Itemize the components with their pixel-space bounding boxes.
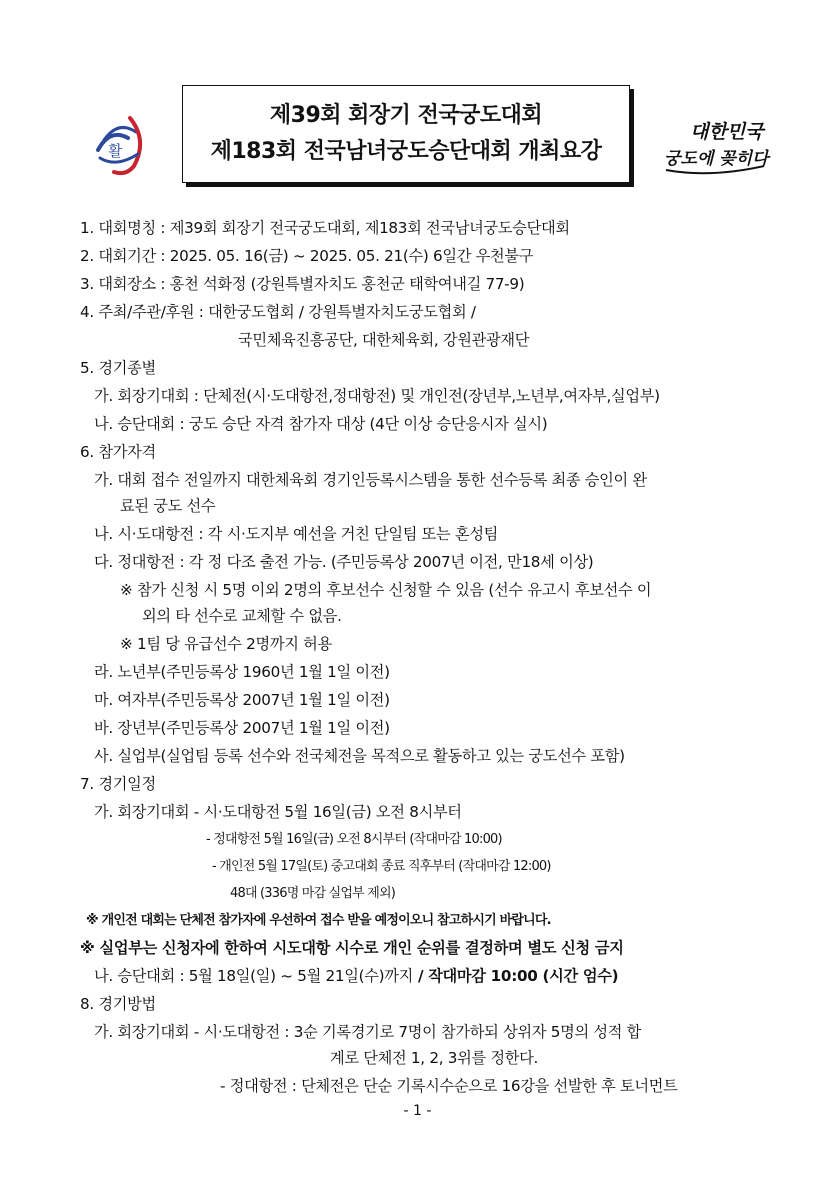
event-type-a: 가. 회장기대회 : 단체전(시·도대항전,정대항전) 및 개인전(장년부,노년부,여자부,실업부) <box>94 387 660 405</box>
method-a-cont: 계로 단체전 1, 2, 3위를 정한다. <box>330 1049 539 1067</box>
eligibility-b: 나. 시·도대항전 : 각 시·도지부 예선을 거친 단일팀 또는 혼성팀 <box>94 525 499 543</box>
title-line-2: 제183회 전국남녀궁도승단대회 개최요강 <box>210 139 602 164</box>
schedule-a: 가. 회장기대회 - 시·도대항전 5월 16일(금) 오전 8시부터 <box>94 803 462 821</box>
eligibility-c-note2: ※ 1팀 당 유급선수 2명까지 허용 <box>120 635 332 653</box>
eligibility-g: 사. 실업부(실업팀 등록 선수와 전국체전을 목적으로 활동하고 있는 궁도선수 포함) <box>94 747 625 765</box>
svg-text:활: 활 <box>108 142 123 160</box>
notice-business: ※ 실업부는 신청자에 한하여 시도대항 시수로 개인 순위를 결정하며 별도 신청 금지 <box>80 939 624 957</box>
association-logo <box>90 110 160 180</box>
item-organizers-cont: 국민체육진흥공단, 대한체육회, 강원관광재단 <box>238 331 530 349</box>
item-event-venue: 3. 대회장소 : 홍천 석화정 (강원특별자치도 홍천군 태학여내길 77-9) <box>80 275 525 293</box>
page-number: - 1 - <box>403 1103 432 1119</box>
eligibility-f: 바. 장년부(주민등록상 2007년 1월 1일 이전) <box>94 719 390 737</box>
schedule-b <box>94 966 618 986</box>
schedule-b-deadline: / 작대마감 10:00 (시간 엄수) <box>412 967 619 985</box>
item-organizers: 4. 주최/주관/후원 : 대한궁도협회 / 강원특별자치도궁도협회 / <box>80 303 476 321</box>
eligibility-c-note1-cont: 외의 타 선수로 교체할 수 없음. <box>142 607 342 625</box>
section-method: 8. 경기방법 <box>80 995 156 1013</box>
schedule-a-team: - 정대항전 5월 16일(금) 오전 8시부터 (작대마감 10:00) <box>206 832 502 847</box>
title-line-1: 제39회 회장기 전국궁도대회 <box>269 103 543 128</box>
method-a-team: - 정대항전 : 단체전은 단순 기록시수순으로 16강을 선발한 후 토너먼트 <box>220 1077 678 1095</box>
title-box <box>182 85 630 183</box>
schedule-b-dates: 나. 승단대회 : 5월 18일(일) ~ 5월 21일(수)까지 <box>94 967 413 985</box>
schedule-a-quota: 48대 (336명 마감 실업부 제외) <box>230 886 396 901</box>
svg-text:궁도에 꽂히다: 궁도에 꽂히다 <box>664 149 769 169</box>
event-type-b: 나. 승단대회 : 궁도 승단 자격 참가자 대상 (4단 이상 승단응시자 실시) <box>94 415 548 433</box>
item-event-name: 1. 대회명칭 : 제39회 회장기 전국궁도대회, 제183회 전국남녀궁도승단대회 <box>80 219 570 237</box>
eligibility-c: 다. 정대항전 : 각 정 다조 출전 가능. (주민등록상 2007년 이전, 만18세 이상) <box>94 553 594 571</box>
schedule-a-individual: - 개인전 5월 17일(토) 중고대회 종료 직후부터 (작대마감 12:00) <box>212 859 551 874</box>
method-a: 가. 회장기대회 - 시·도대항전 : 3순 기록경기로 7명이 참가하되 상위자 5명의 성적 합 <box>94 1023 641 1041</box>
eligibility-c-note1: ※ 참가 신청 시 5명 이외 2명의 후보선수 신청할 수 있음 (선수 유고시 후보선수 이 <box>120 581 652 599</box>
section-event-types: 5. 경기종별 <box>80 359 156 377</box>
item-event-period: 2. 대회기간 : 2025. 05. 16(금) ~ 2025. 05. 21(수) 6일간 우천불구 <box>80 247 534 265</box>
section-eligibility: 6. 참가자격 <box>80 443 156 461</box>
eligibility-a: 가. 대회 접수 전일까지 대한체육회 경기인등록시스템을 통한 선수등록 최종 승인이 완 <box>94 471 647 489</box>
svg-text:대한민국: 대한민국 <box>690 121 764 143</box>
section-schedule: 7. 경기일정 <box>80 775 156 793</box>
calligraphy-slogan-logo <box>660 108 780 188</box>
notice-individual: ※ 개인전 대회는 단체전 참가자에 우선하여 접수 받을 예정이오니 참고하시기 바랍니다. <box>86 913 551 928</box>
eligibility-e: 마. 여자부(주민등록상 2007년 1월 1일 이전) <box>94 691 390 709</box>
eligibility-d: 라. 노년부(주민등록상 1960년 1월 1일 이전) <box>94 663 390 681</box>
eligibility-a-cont: 료된 궁도 선수 <box>120 497 216 515</box>
